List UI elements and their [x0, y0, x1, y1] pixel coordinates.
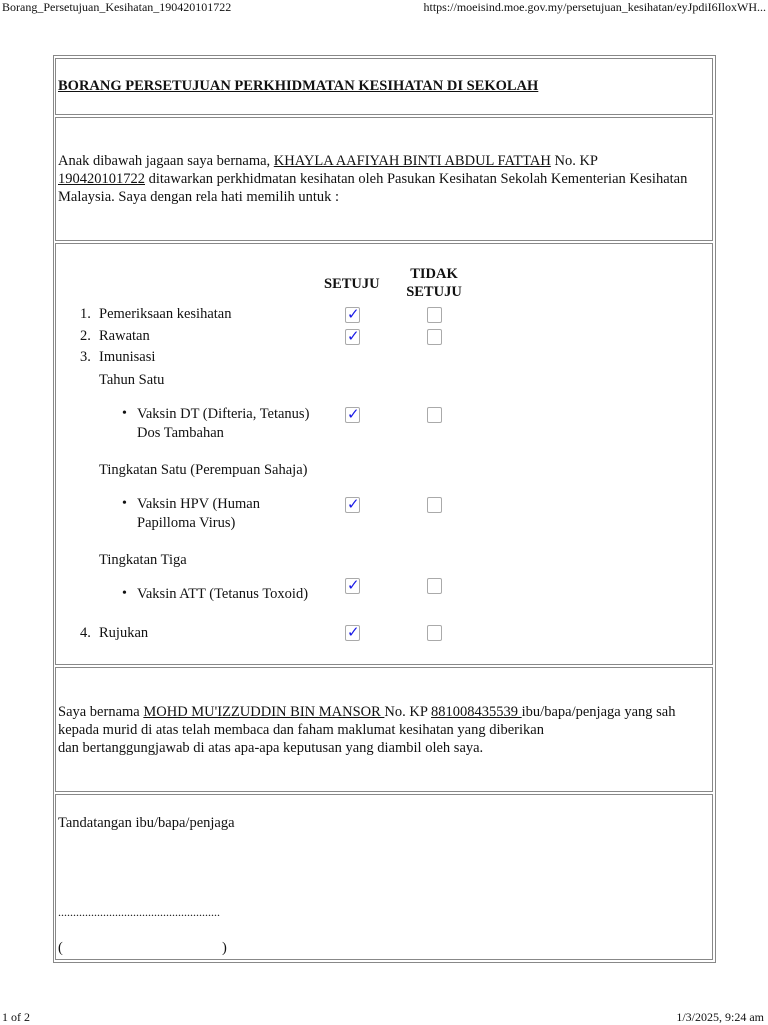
agree-checkbox-dt[interactable] [345, 407, 360, 423]
bullet-icon: • [122, 496, 127, 511]
item-label-imunisasi: Imunisasi [99, 349, 156, 365]
intro-cell [55, 117, 713, 241]
agree-checkbox-att[interactable] [345, 578, 360, 594]
title-cell [55, 58, 713, 115]
checkmark-icon: ✓ [347, 405, 360, 423]
page-count-footer: 1 of 2 [2, 1010, 30, 1024]
signature-line: ...................................................... [58, 905, 220, 919]
checkmark-icon: ✓ [347, 327, 360, 345]
item-number: 4. [80, 625, 91, 641]
disagree-header-line1: TIDAK [410, 266, 458, 282]
checkmark-icon: ✓ [347, 623, 360, 641]
intro-paragraph [58, 152, 712, 206]
disagree-column-header [403, 265, 465, 301]
item-number: 1. [80, 306, 91, 322]
declaration-text-3: ibu/bapa/penjaga yang sah [521, 704, 676, 720]
item-label-rujukan: Rujukan [99, 625, 149, 641]
heading-tingkatan-tiga: Tingkatan Tiga [99, 552, 187, 568]
heading-tingkatan-satu: Tingkatan Satu (Perempuan Sahaja) [99, 462, 308, 478]
form-title: BORANG PERSETUJUAN PERKHIDMATAN KESIHATAN DI SEKOLAH [58, 78, 539, 94]
child-ic-number: 190420101722 [58, 171, 145, 187]
agree-checkbox-rujukan[interactable] [345, 625, 360, 641]
intro-text-3: ditawarkan perkhidmatan kesihatan oleh Pasukan Kesihatan Sekolah Kementerian Kesihatan Malaysia. Saya dengan rela hati memilih untuk : [58, 171, 688, 205]
signature-cell [55, 794, 713, 960]
item-number: 2. [80, 328, 91, 344]
agree-checkbox-pemeriksaan[interactable] [345, 307, 360, 323]
printed-date-footer: 1/3/2025, 9:24 am [676, 1010, 764, 1024]
page-url-header: https://moeisind.moe.gov.my/persetujuan_kesihatan/eyJpdiI6IloxWH... [423, 0, 766, 14]
child-name: KHAYLA AAFIYAH BINTI ABDUL FATTAH [273, 153, 551, 169]
declaration-cell [55, 667, 713, 792]
page-title-header: Borang_Persetujuan_Kesihatan_190420101722 [2, 0, 232, 14]
declaration-text-2: No. KP [384, 704, 432, 720]
disagree-checkbox-rawatan[interactable] [427, 329, 442, 345]
declaration-paragraph [58, 703, 712, 757]
vaccine-hpv-label-line1: Vaksin HPV (Human [137, 496, 260, 512]
checkmark-icon: ✓ [347, 495, 360, 513]
disagree-checkbox-rujukan[interactable] [427, 625, 442, 641]
name-bracket-open: ( [58, 940, 63, 956]
intro-text-1: Anak dibawah jagaan saya bernama, [58, 153, 274, 169]
vaccine-dt-label-line2: Dos Tambahan [137, 425, 224, 441]
declaration-text-1: Saya bernama [58, 704, 144, 720]
bullet-icon: • [122, 406, 127, 421]
heading-tahun-satu: Tahun Satu [99, 372, 165, 388]
declaration-line-2: kepada murid di atas telah membaca dan faham maklumat kesihatan yang diberikan [58, 722, 544, 738]
disagree-checkbox-dt[interactable] [427, 407, 442, 423]
checkmark-icon: ✓ [347, 576, 360, 594]
agree-checkbox-hpv[interactable] [345, 497, 360, 513]
intro-text-2: No. KP [550, 153, 598, 169]
parent-name: MOHD MU'IZZUDDIN BIN MANSOR [143, 704, 385, 720]
bullet-icon: • [122, 586, 127, 601]
vaccine-dt-label-line1: Vaksin DT (Difteria, Tetanus) [137, 406, 310, 422]
vaccine-att-label: Vaksin ATT (Tetanus Toxoid) [137, 586, 309, 602]
item-number: 3. [80, 349, 91, 365]
disagree-checkbox-pemeriksaan[interactable] [427, 307, 442, 323]
checkmark-icon: ✓ [347, 305, 360, 323]
signature-label: Tandatangan ibu/bapa/penjaga [58, 815, 235, 831]
parent-ic-number: 881008435539 [431, 704, 522, 720]
item-label-pemeriksaan: Pemeriksaan kesihatan [99, 306, 232, 322]
name-bracket-close: ) [222, 940, 227, 956]
disagree-checkbox-att[interactable] [427, 578, 442, 594]
agree-column-header: SETUJU [324, 276, 380, 292]
vaccine-hpv-label-line2: Papilloma Virus) [137, 515, 236, 531]
declaration-line-3: dan bertanggungjawab di atas apa-apa keputusan yang diambil oleh saya. [58, 740, 484, 756]
disagree-header-line2: SETUJU [406, 284, 462, 300]
disagree-checkbox-hpv[interactable] [427, 497, 442, 513]
agree-checkbox-rawatan[interactable] [345, 329, 360, 345]
item-label-rawatan: Rawatan [99, 328, 150, 344]
